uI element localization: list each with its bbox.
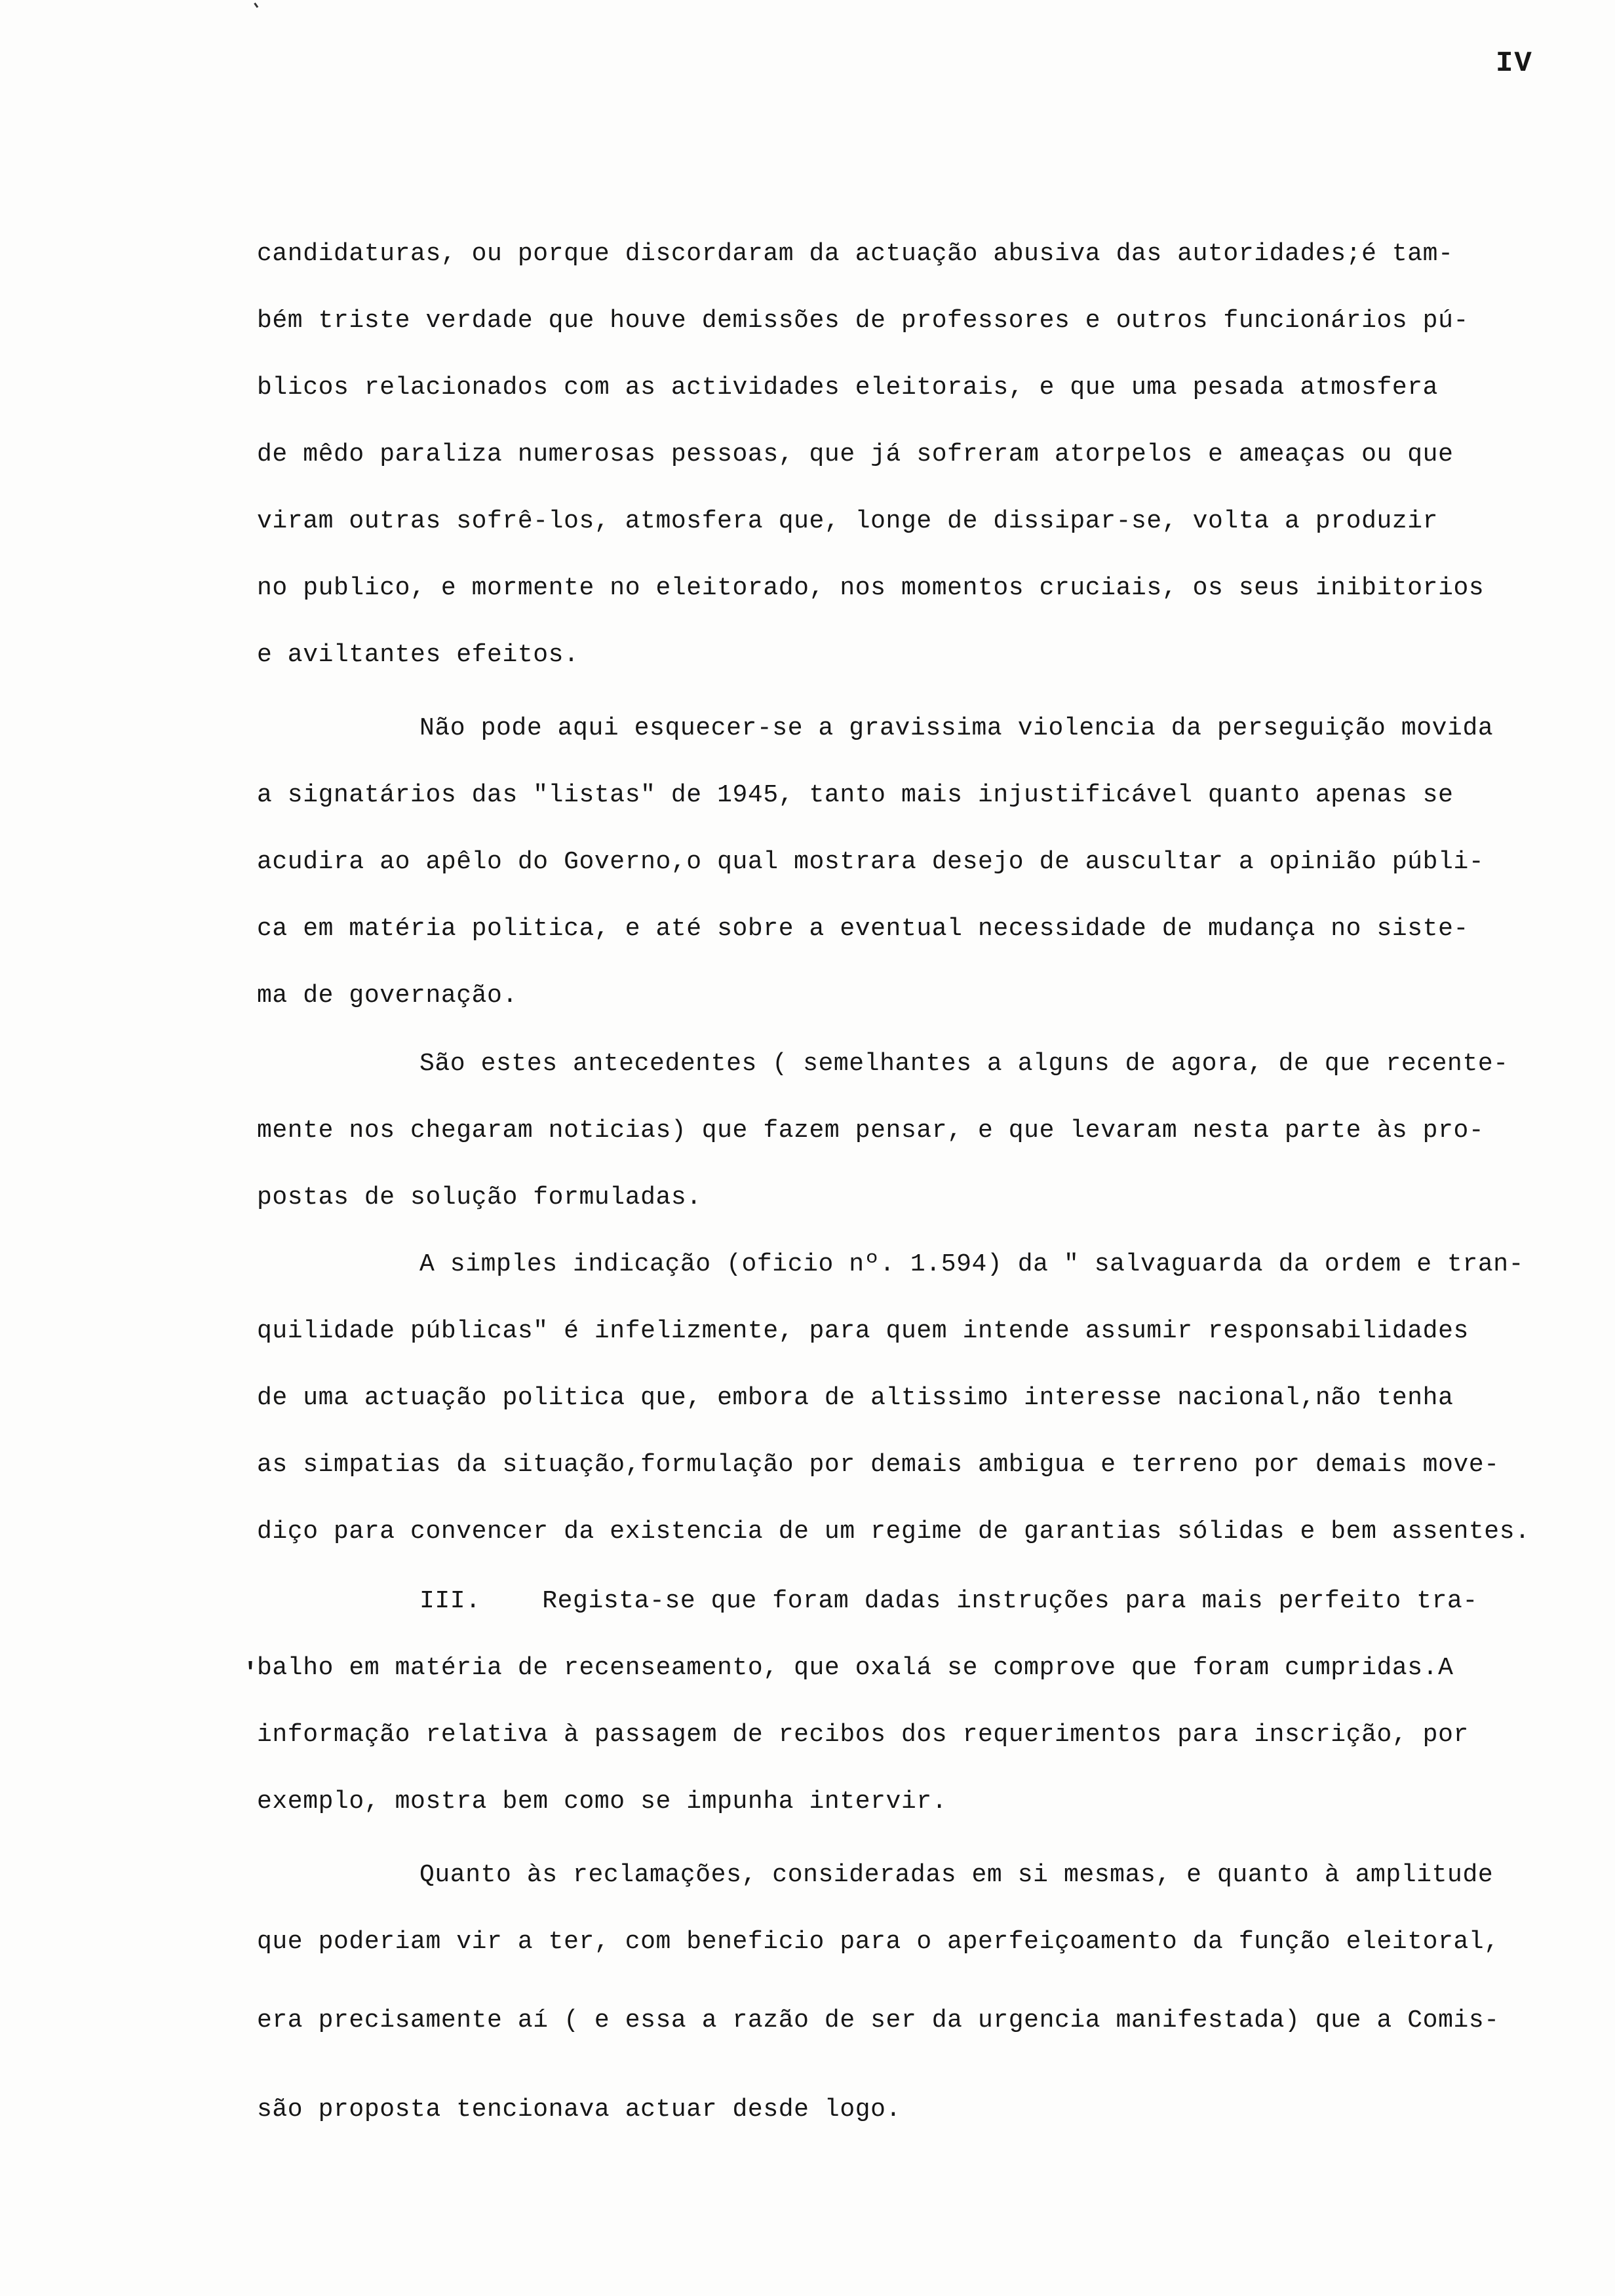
- text-line: acudira ao apêlo do Governo,o qual mostrara desejo de auscultar a opinião públi-: [257, 848, 1485, 876]
- text-line: III. Regista-se que foram dadas instruções para mais perfeito tra-: [419, 1587, 1478, 1615]
- text-line: A simples indicação (oficio nº. 1.594) da " salvaguarda da ordem e tran-: [419, 1250, 1525, 1278]
- text-line: Não pode aqui esquecer-se a gravissima violencia da perseguição movida: [419, 714, 1494, 742]
- text-line: diço para convencer da existencia de um regime de garantias sólidas e bem assentes.: [257, 1518, 1530, 1546]
- text-line: bém triste verdade que houve demissões de professores e outros funcionários pú-: [257, 307, 1469, 335]
- text-line: candidaturas, ou porque discordaram da actuação abusiva das autoridades;é tam-: [257, 240, 1454, 268]
- text-line: informação relativa à passagem de recibos dos requerimentos para inscrição, por: [257, 1721, 1469, 1749]
- corner-mark: [254, 0, 266, 8]
- margin-mark: ': [243, 1659, 259, 1689]
- text-line: viram outras sofrê-los, atmosfera que, longe de dissipar-se, volta a produzir: [257, 507, 1439, 535]
- text-line: mente nos chegaram noticias) que fazem pensar, e que levaram nesta parte às pro-: [257, 1117, 1485, 1145]
- text-line: as simpatias da situação,formulação por demais ambigua e terreno por demais move-: [257, 1451, 1500, 1479]
- text-line: postas de solução formuladas.: [257, 1183, 702, 1212]
- text-line: de uma actuação politica que, embora de altissimo interesse nacional,não tenha: [257, 1384, 1454, 1412]
- text-line: a signatários das "listas" de 1945, tanto mais injustificável quanto apenas se: [257, 781, 1454, 809]
- text-line: são proposta tencionava actuar desde logo.: [257, 2095, 901, 2124]
- text-line: e aviltantes efeitos.: [257, 641, 579, 669]
- text-line: no publico, e mormente no eleitorado, nos momentos cruciais, os seus inibitorios: [257, 574, 1485, 602]
- text-line: que poderiam vir a ter, com beneficio para o aperfeiçoamento da função eleitoral,: [257, 1928, 1500, 1956]
- text-line: balho em matéria de recenseamento, que oxalá se comprove que foram cumpridas.A: [257, 1654, 1454, 1682]
- text-line: São estes antecedentes ( semelhantes a alguns de agora, de que recente-: [419, 1050, 1509, 1078]
- text-line: ma de governação.: [257, 982, 518, 1010]
- text-line: ca em matéria politica, e até sobre a eventual necessidade de mudança no siste-: [257, 915, 1469, 943]
- text-line: quilidade públicas" é infelizmente, para quem intende assumir responsabilidades: [257, 1317, 1469, 1345]
- text-line: blicos relacionados com as actividades eleitorais, e que uma pesada atmosfera: [257, 373, 1439, 402]
- text-line: de mêdo paraliza numerosas pessoas, que já sofreram atorpelos e ameaças ou que: [257, 440, 1454, 469]
- text-line: exemplo, mostra bem como se impunha intervir.: [257, 1788, 948, 1816]
- text-line: era precisamente aí ( e essa a razão de ser da urgencia manifestada) que a Comis-: [257, 2006, 1500, 2035]
- text-line: Quanto às reclamações, consideradas em si mesmas, e quanto à amplitude: [419, 1861, 1494, 1889]
- page-number: IV: [1496, 47, 1533, 80]
